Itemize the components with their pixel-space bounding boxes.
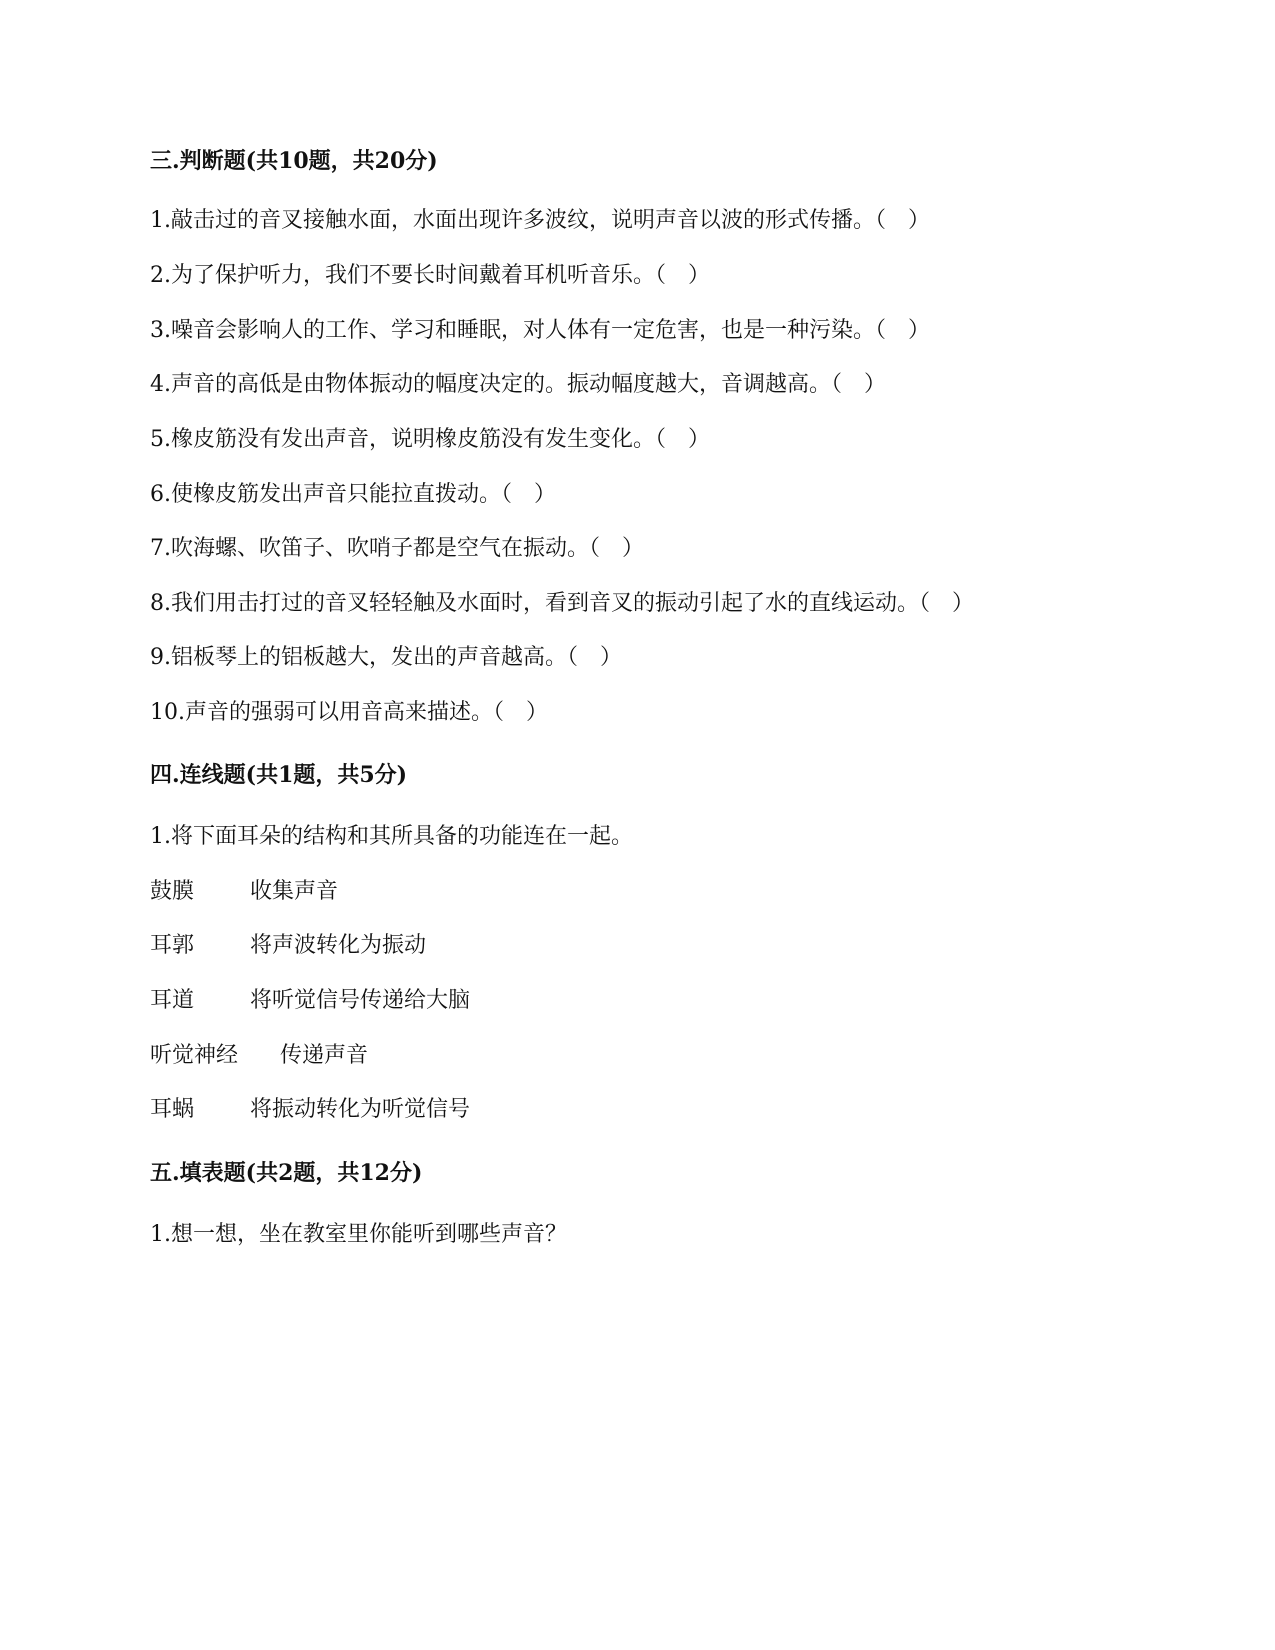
section-4-heading: 四.连线题(共1题，共5分): [150, 762, 408, 788]
judgment-item-2: 2.为了保护听力，我们不要长时间戴着耳机听音乐。（ ）: [150, 263, 710, 288]
judgment-item-5: 5.橡皮筋没有发出声音，说明橡皮筋没有发生变化。（ ）: [150, 427, 710, 452]
ear-function-label: 传递声音: [280, 1043, 369, 1068]
ear-structure-label: 耳郭: [150, 933, 195, 958]
ear-function-label: 将听觉信号传递给大脑: [250, 988, 471, 1013]
matching-row: [150, 986, 470, 1016]
ear-structure-label: 耳道: [150, 988, 195, 1013]
matching-row: [150, 1095, 470, 1125]
judgment-item-9: 9.铝板琴上的铝板越大，发出的声音越高。（ ）: [150, 645, 622, 670]
judgment-item-7: 7.吹海螺、吹笛子、吹哨子都是空气在振动。（ ）: [150, 536, 644, 561]
ear-structure-label: 耳蜗: [150, 1097, 195, 1122]
matching-row: [150, 1041, 368, 1071]
ear-structure-label: 听觉神经: [150, 1043, 239, 1068]
ear-function-label: 将振动转化为听觉信号: [250, 1097, 471, 1122]
matching-row: [150, 931, 426, 961]
judgment-item-1: 1.敲击过的音叉接触水面，水面出现许多波纹，说明声音以波的形式传播。（ ）: [150, 208, 930, 233]
ear-function-label: 将声波转化为振动: [250, 933, 427, 958]
fill-table-question: 1.想一想，坐在教室里你能听到哪些声音？: [150, 1222, 567, 1247]
judgment-item-3: 3.噪音会影响人的工作、学习和睡眠，对人体有一定危害，也是一种污染。（ ）: [150, 318, 930, 343]
matching-row: [150, 877, 338, 907]
judgment-item-6: 6.使橡皮筋发出声音只能拉直拨动。（ ）: [150, 482, 556, 507]
section-5-heading: 五.填表题(共2题，共12分): [150, 1160, 423, 1186]
judgment-item-10: 10.声音的强弱可以用音高来描述。（ ）: [150, 700, 548, 725]
judgment-item-4: 4.声音的高低是由物体振动的幅度决定的。振动幅度越大，音调越高。（ ）: [150, 372, 886, 397]
section-3-heading: 三.判断题(共10题，共20分): [150, 148, 438, 174]
judgment-item-8: 8.我们用击打过的音叉轻轻触及水面时，看到音叉的振动引起了水的直线运动。（ ）: [150, 591, 974, 616]
ear-structure-label: 鼓膜: [150, 879, 195, 904]
matching-question: 1.将下面耳朵的结构和其所具备的功能连在一起。: [150, 824, 633, 849]
ear-function-label: 收集声音: [250, 879, 339, 904]
